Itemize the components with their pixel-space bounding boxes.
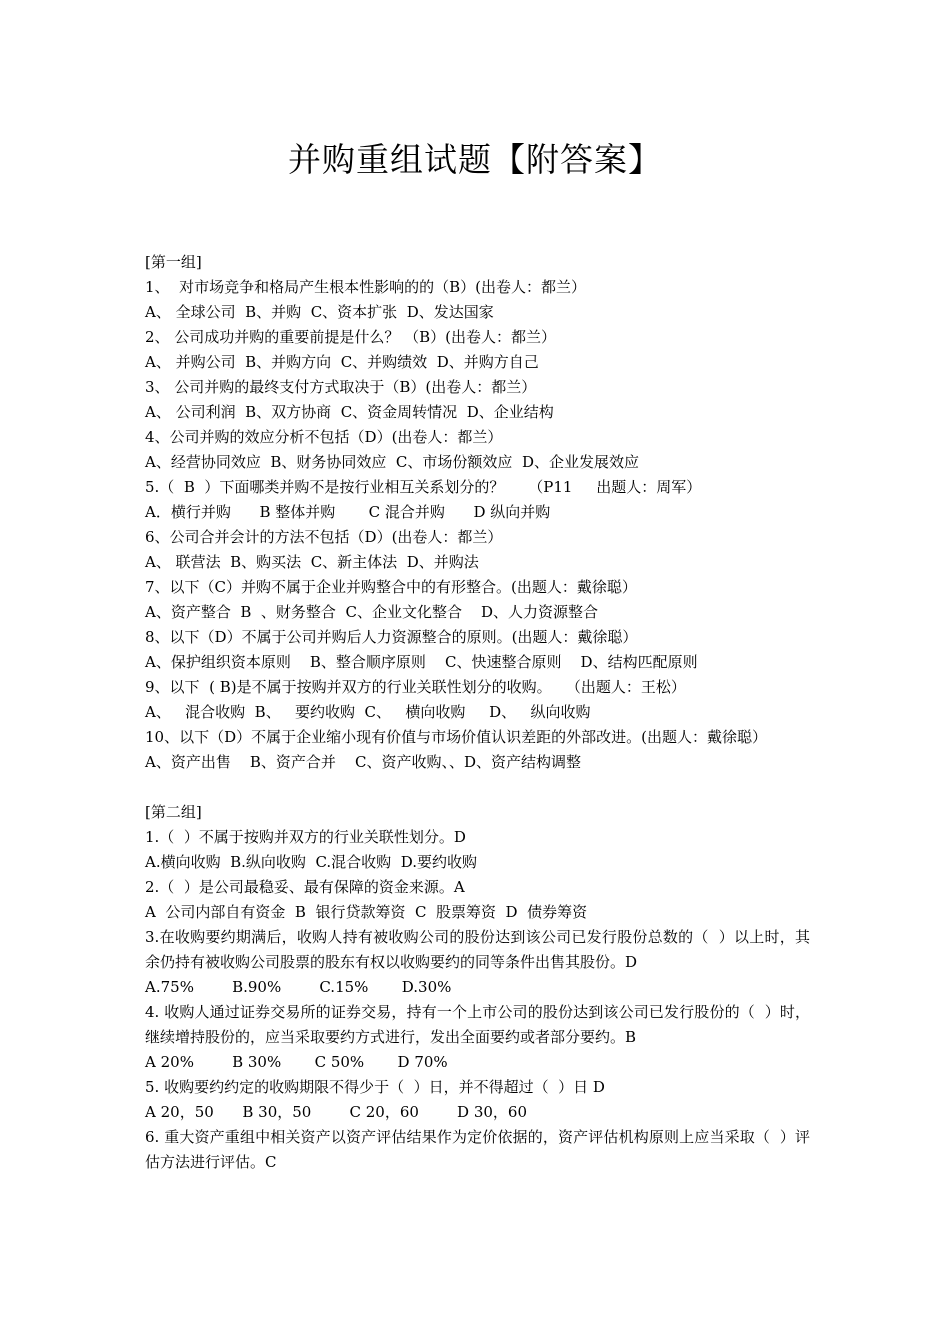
options-line: A 公司内部自有资金 B 银行贷款筹资 C 股票筹资 D 债券筹资 bbox=[145, 903, 588, 921]
options-line: A 20% B 30% C 50% D 70% bbox=[145, 1053, 448, 1071]
options-line: A 20，50 B 30，50 C 20，60 D 30，60 bbox=[145, 1103, 528, 1121]
question-line: 5. 收购要约约定的收购期限不得少于（ ）日，并不得超过（ ）日 D bbox=[145, 1078, 605, 1096]
group-1-section bbox=[145, 250, 810, 775]
section-spacer bbox=[145, 775, 810, 800]
question-line: 5.（ B ）下面哪类并购不是按行业相互关系划分的？ （P11 出题人：周军） bbox=[145, 478, 702, 496]
question-line: 8、以下（D）不属于公司并购后人力资源整合的原则。(出题人：戴徐聪） bbox=[145, 628, 638, 646]
question-line: 4、公司并购的效应分析不包括（D）(出卷人：都兰） bbox=[145, 428, 503, 446]
question-line: 6、公司合并会计的方法不包括（D）(出卷人：都兰） bbox=[145, 528, 503, 546]
options-line: A.75% B.90% C.15% D.30% bbox=[145, 978, 452, 996]
options-line: A、资产出售 B、资产合并 C、资产收购、、D、资产结构调整 bbox=[145, 753, 582, 771]
options-line: A、资产整合 B 、财务整合 C、企业文化整合 D、人力资源整合 bbox=[145, 603, 599, 621]
options-line: A、 公司利润 B、双方协商 C、资金周转情况 D、企业结构 bbox=[145, 403, 554, 421]
question-line: 4. 收购人通过证券交易所的证券交易，持有一个上市公司的股份达到该公司已发行股份的（ ）时，继续增持股份的，应当采取要约方式进行，发出全面要约或者部分要约。B bbox=[145, 1003, 810, 1046]
options-line: A、保护组织资本原则 B、整合顺序原则 C、快速整合原则 D、结构匹配原则 bbox=[145, 653, 698, 671]
question-line: 3.在收购要约期满后，收购人持有被收购公司的股份达到该公司已发行股份总数的（ ）以上时，其余仍持有被收购公司股票的股东有权以收购要约的同等条件出售其股份。D bbox=[145, 928, 810, 971]
document-body bbox=[145, 250, 810, 1175]
group-2-heading: [第二组] bbox=[145, 803, 202, 821]
question-line: 9、以下 ( B)是不属于按购并双方的行业关联性划分的收购。 （出题人：王松） bbox=[145, 678, 686, 696]
options-line: A．横行并购 B 整体并购 C 混合并购 D 纵向并购 bbox=[145, 503, 551, 521]
question-line: 1.（ ）不属于按购并双方的行业关联性划分。D bbox=[145, 828, 466, 846]
group-1-heading: [第一组] bbox=[145, 253, 202, 271]
group-2-section bbox=[145, 800, 810, 1175]
options-line: A、经营协同效应 B、财务协同效应 C、市场份额效应 D、企业发展效应 bbox=[145, 453, 639, 471]
question-line: 7、以下（C）并购不属于企业并购整合中的有形整合。(出题人：戴徐聪） bbox=[145, 578, 637, 596]
question-line: 6. 重大资产重组中相关资产以资产评估结果作为定价依据的，资产评估机构原则上应当采取（ ）评估方法进行评估。C bbox=[145, 1128, 810, 1171]
options-line: A、 全球公司 B、并购 C、资本扩张 D、发达国家 bbox=[145, 303, 494, 321]
options-line: A、 混合收购 B、 要约收购 C、 横向收购 D、 纵向收购 bbox=[145, 703, 591, 721]
question-line: 2、 公司成功并购的重要前提是什么？ （B）(出卷人：都兰） bbox=[145, 328, 556, 346]
question-line: 3、 公司并购的最终支付方式取决于（B）(出卷人：都兰） bbox=[145, 378, 537, 396]
options-line: A、 联营法 B、购买法 C、新主体法 D、并购法 bbox=[145, 553, 479, 571]
page-title: 并购重组试题【附答案】 bbox=[288, 140, 662, 179]
question-line: 10、以下（D）不属于企业缩小现有价值与市场价值认识差距的外部改进。(出题人：戴徐聪） bbox=[145, 728, 767, 746]
options-line: A.横向收购 B.纵向收购 C.混合收购 D.要约收购 bbox=[145, 853, 477, 871]
question-line: 1、 对市场竞争和格局产生根本性影响的的（B）(出卷人：都兰） bbox=[145, 278, 586, 296]
options-line: A、 并购公司 B、并购方向 C、并购绩效 D、并购方自己 bbox=[145, 353, 539, 371]
question-line: 2.（ ）是公司最稳妥、最有保障的资金来源。A bbox=[145, 878, 465, 896]
